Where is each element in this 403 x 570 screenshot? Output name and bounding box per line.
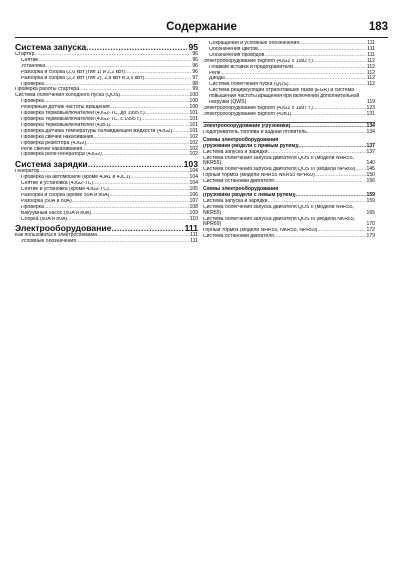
toc-entry-title: Система остановки двигателя	[203, 179, 274, 185]
toc-entry	[15, 239, 198, 245]
toc-entry-title: Плавкие вставки и предохранители	[209, 64, 293, 70]
toc-entry-title: Обозначения проводов	[209, 52, 265, 58]
toc-entry-page: 137	[366, 142, 375, 149]
page-header	[15, 21, 388, 38]
toc-entry	[203, 88, 375, 106]
toc-entry-title: Проверка свечей накаливания	[21, 134, 94, 140]
page-number: 183	[368, 21, 388, 33]
toc-entry-title: Разборка и сборка (2,0 кВт (тип 1) и 2,2 кВт)	[21, 69, 126, 75]
toc-entry	[15, 217, 198, 223]
toc-entry-page: 179	[366, 233, 375, 240]
toc-entry-page: 156	[366, 178, 375, 185]
toc-entry-title: Генератор	[15, 169, 40, 175]
toc-entry-title: Как пользоваться электросхемами	[15, 233, 97, 239]
toc-leader-dots	[111, 223, 183, 233]
toc-entry-title: Вакуумный насос (50А и 80А)	[21, 210, 92, 216]
toc-entry-page: 96	[192, 62, 198, 69]
toc-entry-title: Реле	[209, 70, 221, 76]
toc-entry-title: Проверка термовыключателей (4JG2-TC, с 1995 г.)	[21, 116, 142, 122]
toc-entry-page: 96	[192, 56, 198, 63]
toc-entry-title: Разборка и сборка (кроме 50А и 80А)	[21, 192, 110, 198]
toc-subheading: Схемы электрооборудования	[203, 136, 279, 143]
toc-entry-title: Электрооборудование Bighorn (4JB1)	[203, 111, 292, 117]
toc-entry-page: 106	[189, 191, 198, 198]
toc-entry-title: Система облегчения запуска двигателя QOS III (модели NPR69)	[203, 167, 356, 173]
toc-leader-dots	[274, 234, 366, 240]
toc-leader-dots	[67, 217, 189, 223]
toc-entry-title: Проверка датчика температуры охлаждающей жидкости (4JG2)	[21, 128, 173, 134]
toc-entry-title: Снятие	[21, 57, 39, 63]
toc-entry	[203, 217, 375, 229]
toc-entry-title: Система рециркуляции отработавших газов (EGR) и система повышения частоты вращения при включении дополнительной нагрузки (QWS)	[209, 88, 360, 106]
toc-entry-page: 172	[366, 227, 375, 234]
toc-entry-page: 112	[366, 81, 375, 88]
toc-entry-title: Подогреватель топлива и задний отопитель	[203, 129, 307, 135]
toc-entry	[203, 130, 375, 136]
toc-entry	[203, 122, 375, 130]
toc-entry-page: 102	[189, 139, 198, 146]
toc-entry	[203, 234, 375, 240]
toc-entry-page: 131	[366, 110, 375, 117]
toc-entry-page: 159	[366, 191, 375, 198]
toc-entry-title: Сокращения и условные обозначения	[209, 41, 300, 46]
toc-entry-title: Электрооборудование Bighorn (4JG2 с 1992 г.)	[203, 58, 313, 64]
toc-entry-page: 111	[184, 223, 198, 234]
toc-entry-page: 101	[189, 121, 198, 128]
toc-entry-page: 119	[366, 99, 375, 106]
toc-entry-title: Проверка	[21, 81, 44, 87]
toc-leader-dots	[307, 130, 366, 136]
toc-entry-page: 134	[366, 122, 375, 129]
toc-entry-title: Система облегчения запуска двигателя QOS III (модели NKR69, NPR69)	[203, 216, 356, 228]
toc-entry-title: (грузовики (модели с левым рулем))	[203, 192, 296, 198]
toc-entry-title: (грузовики (модели с правым рулем))	[203, 143, 299, 149]
toc-entry-title: Разборка (50А и 80А)	[21, 198, 72, 204]
toc-entry-title: Горный тормоз (модели NHR55 NKR55 NPR69)	[203, 173, 315, 179]
toc-entry-page: 104	[189, 174, 198, 181]
toc-entry-page: 111	[190, 232, 198, 239]
toc-entry-page: 101	[189, 127, 198, 134]
toc-entry-title: Электрооборудование Bighorn (4JG2 с 1997 г.)	[203, 105, 313, 111]
toc-entry-title: Проверка на автомобиле (кроме 4JA1 и 4JC1)	[21, 175, 131, 181]
toc-entry-title: Электрооборудование (грузовики)	[203, 123, 291, 129]
toc-entry-title: Система зарядки	[15, 159, 88, 170]
toc-entry	[203, 156, 375, 168]
toc-entry-page: 140	[366, 160, 375, 167]
toc-entry-title: Система облегчения запуска двигателя QOS II (модели NHR55, NKR55)	[203, 155, 354, 167]
toc-leader-dots	[102, 152, 189, 158]
toc-entry-page: 99	[192, 86, 198, 93]
toc-subheading: Схемы электрооборудования	[203, 186, 279, 193]
toc-entry-title: Обозначения цветов	[209, 46, 258, 52]
toc-entry-page: 137	[366, 148, 375, 155]
toc-entry-title: Горный тормоз (модели NHR55, NKR55, NPR69)	[203, 228, 318, 234]
toc-leader-dots	[292, 112, 366, 118]
toc-entry-title: Проверка термовыключателей (4JG2-TC, до 1995 г.)	[21, 111, 145, 117]
toc-entry-page: 111	[190, 238, 198, 245]
toc-entry-title: Проверка термовыключателей (4JB1)	[21, 122, 111, 128]
toc-entry-page: 100	[189, 92, 198, 99]
toc-entry-title: Проверка резистора (4JG2)	[21, 140, 87, 146]
toc-leader-dots	[88, 159, 183, 169]
toc-entry	[203, 179, 375, 185]
toc-entry-title: Диоды	[209, 76, 225, 82]
toc-entry-title: Система запуска и зарядки	[203, 198, 268, 204]
toc-right-column	[203, 41, 375, 240]
toc-entry-page: 104	[189, 168, 198, 175]
toc-leader-dots	[76, 239, 189, 245]
toc-entry-title: Стартер	[15, 52, 35, 57]
toc-entry-page: 145	[366, 166, 375, 173]
toc-section-entry	[15, 159, 198, 169]
toc-entry-title: Проверка реле-генератора (4JG2)	[21, 152, 102, 158]
toc-entry-page: 112	[366, 63, 375, 70]
toc-entry-title: Проверка	[21, 204, 44, 210]
toc-entry-page: 102	[189, 151, 198, 158]
toc-entry-page: 102	[189, 133, 198, 140]
toc-leader-dots	[86, 42, 187, 52]
toc-entry-title: Система запуска	[15, 42, 87, 52]
toc-entry-title: Система запуска и зарядки	[203, 149, 268, 155]
toc-entry-page: 108	[189, 203, 198, 210]
toc-entry-page: 107	[189, 197, 198, 204]
toc-entry-page: 112	[366, 75, 375, 82]
toc-entry-title: Система облегчения запуска двигателя QOS II (модели NHR55, NKR55)	[203, 204, 354, 216]
toc-entry-title: Разборка и сборка (2,2 кВт (тип 2), 2,8 кВт и 3,5 кВт)	[21, 75, 145, 81]
toc-entry-page: 97	[192, 74, 198, 81]
toc-section-entry	[15, 42, 198, 52]
toc-spacer	[203, 118, 375, 122]
toc-entry-title: Система облегчения пуска (QOS)	[209, 82, 289, 88]
toc-entry-title: Проверка работы стартера	[15, 87, 80, 93]
toc-leader-dots	[274, 179, 366, 185]
toc-entry-page: 170	[366, 221, 375, 228]
toc-entry-title: Установка	[21, 63, 46, 69]
toc-entry-page: 123	[366, 104, 375, 111]
toc-entry-page: 101	[189, 115, 198, 122]
toc-entry-page: 165	[366, 209, 375, 216]
toc-entry-page: 95	[188, 42, 198, 52]
toc-entry-page: 96	[192, 68, 198, 75]
toc-entry-page: 112	[366, 57, 375, 64]
toc-entry-page: 159	[366, 197, 375, 204]
toc-entry	[15, 152, 198, 158]
toc-entry-title: Система облегчения холодного пуска (QOS)	[15, 93, 121, 99]
toc-entry-page: 112	[366, 69, 375, 76]
toc-entry-page: 150	[366, 172, 375, 179]
toc-entry	[203, 112, 375, 118]
toc-entry-page: 101	[189, 110, 198, 117]
toc-entry-page: 104	[189, 180, 198, 187]
toc-entry-title: Снятие и установка (кроме 4JG2-TC)	[21, 187, 109, 193]
toc-section-entry	[15, 223, 198, 233]
page-title: Содержание	[166, 21, 237, 33]
toc-entry-page: 102	[189, 145, 198, 152]
toc-entry-page: 105	[189, 186, 198, 193]
toc-entry-page: 111	[367, 45, 375, 52]
toc-entry-title: Резервный датчик частоты вращения	[21, 105, 110, 111]
toc-entry	[203, 205, 375, 217]
toc-entry-page: 134	[366, 128, 375, 135]
toc-entry-page: 100	[189, 104, 198, 111]
toc-entry-page: 98	[192, 80, 198, 87]
toc-entry-page: 110	[189, 215, 198, 222]
toc-entry-title: Сборка (50А и 80А)	[21, 216, 68, 222]
toc-entry-page: 111	[367, 51, 375, 58]
toc-entry-title: Проверка	[21, 99, 44, 105]
toc-left-column	[15, 41, 198, 245]
toc-entry-page: 111	[367, 40, 375, 46]
toc-entry-title: Снятие и установка (4JG2-TC)	[21, 181, 94, 187]
toc-entry-page: 109	[189, 209, 198, 216]
toc-entry-page: 100	[189, 98, 198, 105]
toc-entry-title: Система остановки двигателя	[203, 234, 274, 240]
toc-entry-title: Электрооборудование	[15, 223, 112, 234]
toc-entry-page: 96	[192, 51, 198, 57]
toc-entry-title: Реле свечей накаливания	[21, 146, 83, 152]
toc-entry-page: 103	[183, 159, 198, 170]
toc-entry-title: Условные обозначения	[21, 239, 77, 245]
